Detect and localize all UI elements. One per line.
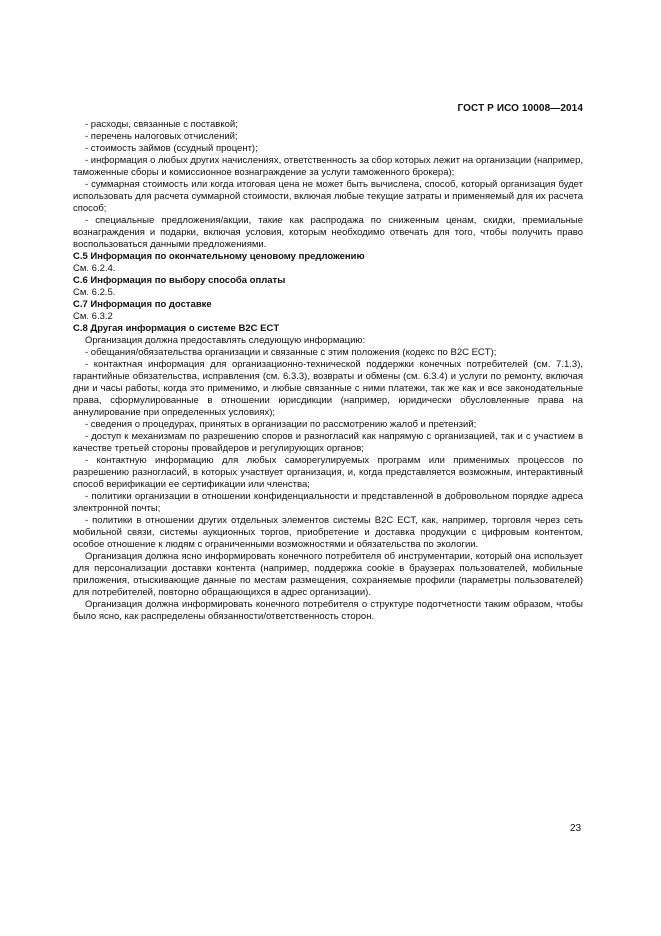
list-item: - политики организации в отношении конфиденциальности и представленной в добровольном порядке адреса электронной почты;	[73, 491, 583, 514]
list-item: - сведения о процедурах, принятых в организации по рассмотрению жалоб и претензий;	[85, 419, 477, 430]
document-body	[73, 119, 583, 623]
section-heading-c5: С.5 Информация по окончательному ценовому предложению	[73, 251, 365, 262]
list-item: - перечень налоговых отчислений;	[85, 131, 238, 142]
list-item: - суммарная стоимость или когда итоговая цена не может быть вычислена, способ, который организация будет использовать для расчета суммарной стоимости, включая любые текущие затраты и применяемый для их расчета способ;	[73, 179, 583, 214]
standard-header: ГОСТ Р ИСО 10008—2014	[457, 103, 583, 114]
list-item: - контактная информация для организационно-технической поддержки конечных потребителей (см. 7.1.3), гарантийные обязательства, исправления (см. 6.3.3), возвраты и обмены (см. 6.3.4) и услуги по ремонту, включая дни и часы работы, когда это применимо, и любые связанные с ними платежи, так же как и все законодательные права, сформулированные в отношении юрисдикции (например, юридически обусловленные права на аннулирование при определенных условиях);	[73, 359, 583, 418]
section-reference: См. 6.3.2	[73, 311, 113, 322]
list-item: - стоимость займов (ссудный процент);	[85, 143, 258, 154]
section-reference: См. 6.2.4.	[73, 263, 116, 274]
list-intro: Организация должна предоставлять следующую информацию:	[85, 335, 366, 346]
list-item: - политики в отношении других отдельных элементов системы B2C ECT, как, например, торговля через сеть мобильной связи, системы аукционных торгов, приобретение и доставка продукции с цифровым контентом, особое отношение к людям с ограниченными возможностями и обязательства по экологии.	[73, 515, 583, 550]
section-reference: См. 6.2.5.	[73, 287, 116, 298]
list-item: - обещания/обязательства организации и связанные с этим положения (кодекс по B2C ECT);	[85, 347, 497, 358]
page-number: 23	[570, 823, 582, 834]
list-item: - информация о любых других начислениях, ответственность за сбор которых лежит на организации (например, таможенные сборы и комиссионное вознаграждение за услуги таможенного брокера);	[73, 155, 583, 178]
list-item: - контактную информацию для любых саморегулируемых программ или применимых процессов по разрешению разногласий, в которых участвует организация, и, когда представляется возможным, интерактивный способ верификации ее сертификации или членства;	[73, 455, 583, 490]
list-item: - специальные предложения/акции, такие как распродажа по сниженным ценам, скидки, премиальные вознаграждения и подарки, включая условия, которым необходимо отвечать для того, чтобы получить право воспользоваться данными предложениями.	[73, 215, 583, 250]
section-heading-c8: С.8 Другая информация о системе B2C ECT	[73, 323, 280, 334]
section-heading-c7: С.7 Информация по доставке	[73, 299, 212, 310]
body-paragraph: Организация должна ясно информировать конечного потребителя об инструментарии, который она использует для персонализации доставки контента (например, поддержка cookie в браузерах пользователей, мобильные приложения, отыскивающие данные по местам размещения, сохраняемые профили (параметры пользователей) для потребителей, повторно обращающихся в адрес организации).	[73, 551, 583, 598]
section-heading-c6: С.6 Информация по выбору способа оплаты	[73, 275, 286, 286]
list-item: - доступ к механизмам по разрешению споров и разногласий как напрямую с организацией, так и с участием в качестве третьей стороны провайдеров и регулирующих органов;	[73, 431, 583, 454]
list-item: - расходы, связанные с поставкой;	[85, 119, 238, 130]
body-paragraph: Организация должна информировать конечного потребителя о структуре подотчетности таким образом, чтобы было ясно, как распределены обязанности/ответственность сторон.	[73, 599, 583, 622]
